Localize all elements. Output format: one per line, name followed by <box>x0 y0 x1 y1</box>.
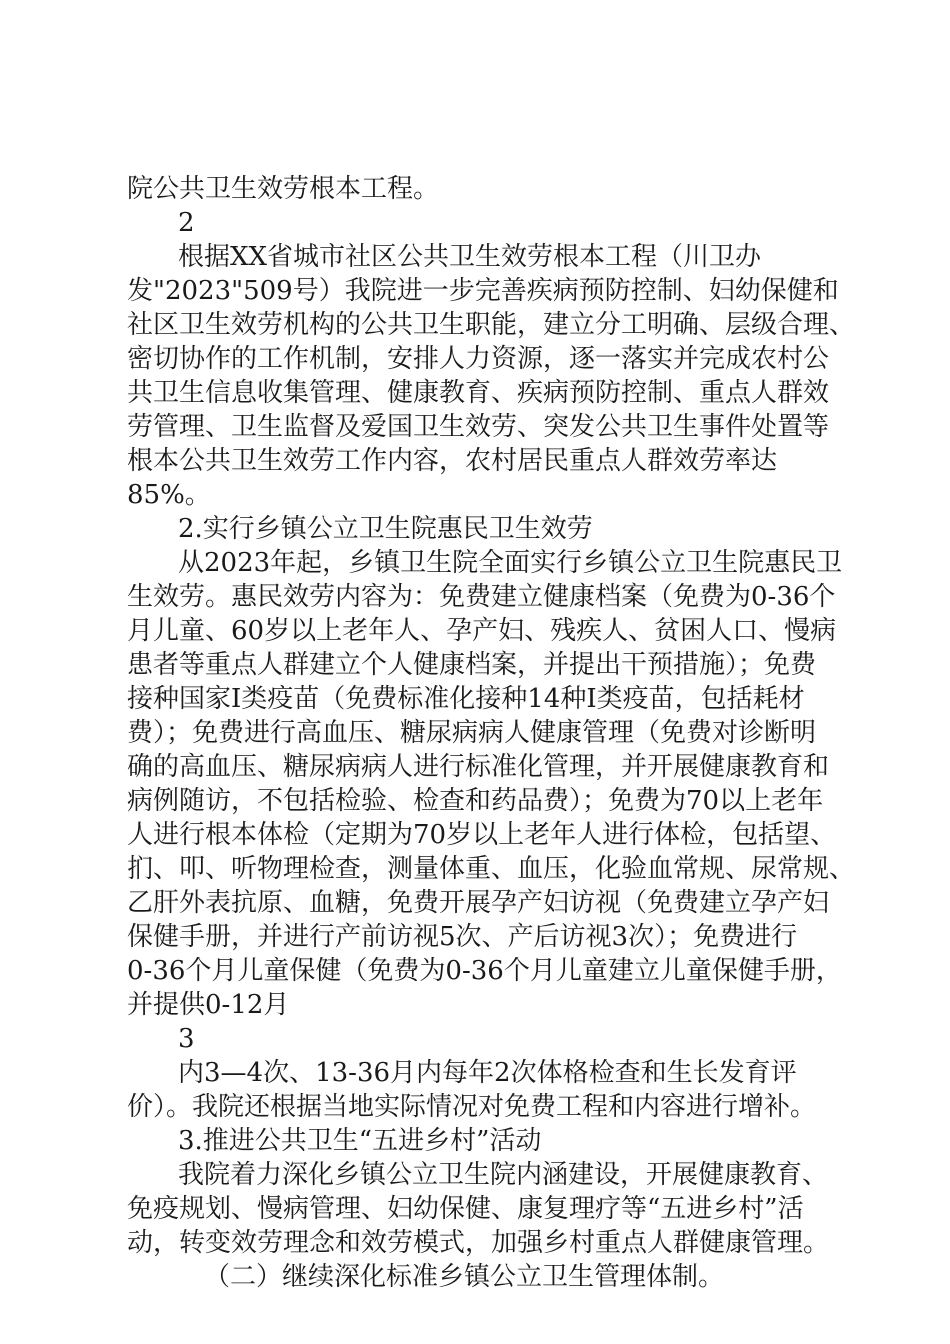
text-line: 密切协作的工作机制，安排人力资源，逐一落实并完成农村公 <box>127 344 830 374</box>
text-line: 内3—4次、13-36月内每年2次体格检查和生长发育评 <box>178 1058 797 1088</box>
text-line: 85%。 <box>127 480 211 510</box>
text-line: 社区卫生效劳机构的公共卫生职能，建立分工明确、层级合理、 <box>127 310 856 340</box>
text-line: 根据XX省城市社区公共卫生效劳根本工程（川卫办 <box>178 242 762 272</box>
text-line: 人进行根本体检（定期为70岁以上老年人进行体检，包括望、 <box>127 820 837 850</box>
text-line: 费）；免费进行高血压、糖尿病病人健康管理（免费对诊断明 <box>127 718 817 748</box>
page-number: 2 <box>178 208 195 238</box>
section-heading: 2.实行乡镇公立卫生院惠民卫生效劳 <box>178 514 593 544</box>
text-line: 从2023年起，乡镇卫生院全面实行乡镇公立卫生院惠民卫 <box>178 548 843 578</box>
page-number: 3 <box>178 1024 195 1054</box>
text-line: 劳管理、卫生监督及爱国卫生效劳、突发公共卫生事件处置等 <box>127 412 830 442</box>
text-line: 发"2023"509号）我院进一步完善疾病预防控制、妇幼保健和 <box>127 276 839 306</box>
text-line: 乙肝外表抗原、血糖，免费开展孕产妇访视（免费建立孕产妇 <box>127 888 830 918</box>
text-line: 并提供0-12月 <box>127 990 290 1020</box>
section-heading: 3.推进公共卫生“五进乡村”活动 <box>178 1126 542 1156</box>
text-line: 生效劳。惠民效劳内容为：免费建立健康档案（免费为0-36个 <box>127 582 836 612</box>
text-line: 确的高血压、糖尿病病人进行标准化管理，并开展健康教育和 <box>127 752 830 782</box>
text-line: 共卫生信息收集管理、健康教育、疾病预防控制、重点人群效 <box>127 378 830 408</box>
text-line: 患者等重点人群建立个人健康档案，并提出干预措施）；免费 <box>127 650 817 680</box>
text-line: 价）。我院还根据当地实际情况对免费工程和内容进行增补。 <box>127 1092 817 1122</box>
text-line: 接种国家Ⅰ类疫苗（免费标准化接种14种Ⅰ类疫苗，包括耗材 <box>127 684 805 714</box>
text-line: 病例随访，不包括检验、检查和药品费）；免费为70以上老年 <box>127 786 824 816</box>
section-heading: （二）继续深化标准乡镇公立卫生管理体制。 <box>204 1262 725 1292</box>
text-line: 动，转变效劳理念和效劳模式，加强乡村重点人群健康管理。 <box>127 1228 830 1258</box>
text-line: 院公共卫生效劳根本工程。 <box>127 174 440 204</box>
text-line: 0-36个月儿童保健（免费为0-36个月儿童建立儿童保健手册， <box>127 956 842 986</box>
text-line: 保健手册，并进行产前访视5次、产后访视3次）；免费进行 <box>127 922 798 952</box>
text-line: 根本公共卫生效劳工作内容，农村居民重点人群效劳率达 <box>127 446 778 476</box>
text-line: 扪、叩、听物理检查，测量体重、血压，化验血常规、尿常规、 <box>127 854 856 884</box>
text-line: 免疫规划、慢病管理、妇幼保健、康复理疗等“五进乡村”活 <box>127 1194 804 1224</box>
text-line: 我院着力深化乡镇公立卫生院内涵建设，开展健康教育、 <box>178 1160 829 1190</box>
text-line: 月儿童、60岁以上老年人、孕产妇、残疾人、贫困人口、慢病 <box>127 616 837 646</box>
